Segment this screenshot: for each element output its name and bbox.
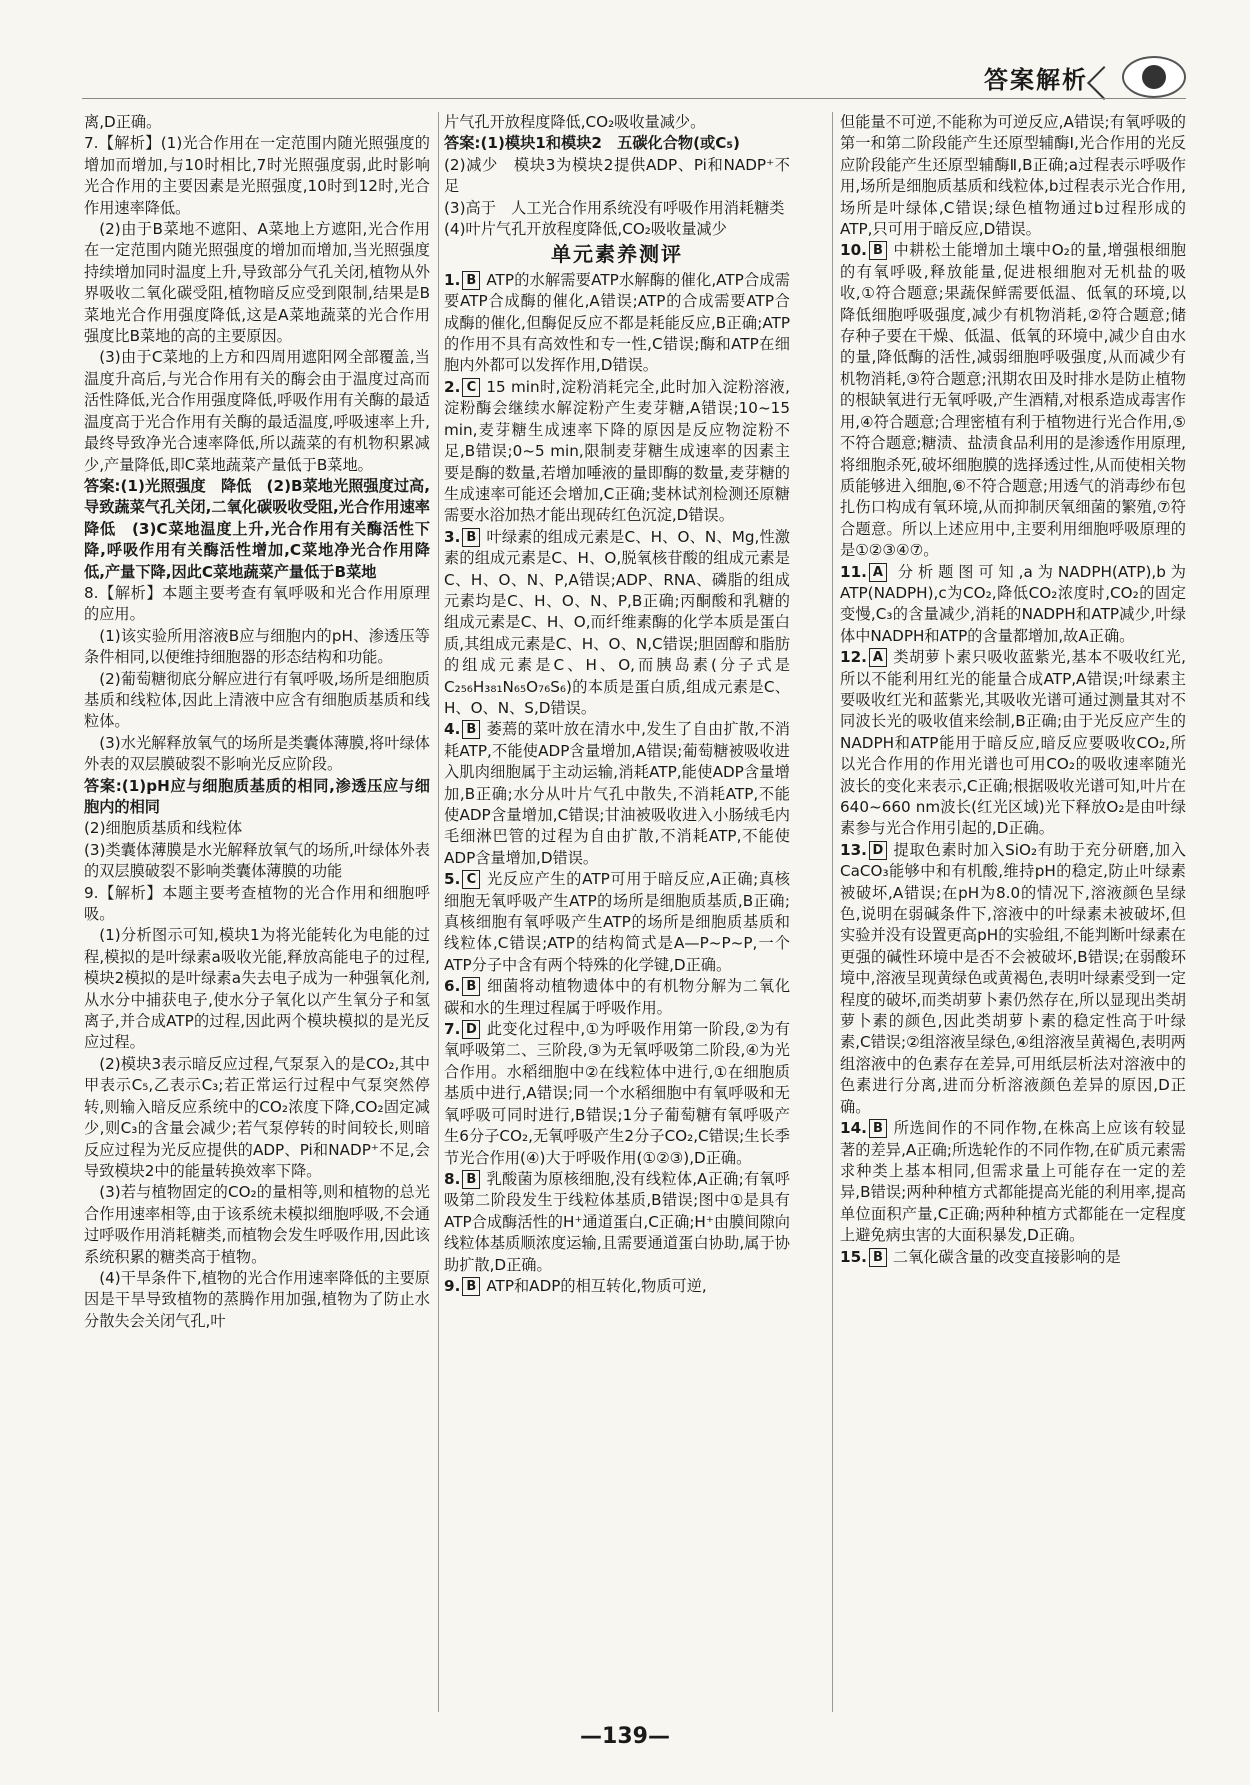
page-header [984, 52, 1186, 102]
paragraph: (4)叶片气孔开放程度降低,CO₂吸收量减少 [444, 220, 727, 239]
answer-box: C [462, 870, 480, 889]
paragraph: (4)干旱条件下,植物的光合作用速率降低的主要原因是干旱导致植物的蒸腾作用加强,植物为了防止水分散失会关闭气孔,叶 [84, 1268, 430, 1330]
answer-paragraph: 答案:(1)光照强度 降低 (2)B菜地光照强度过高,导致蔬菜气孔关闭,二氧化碳吸收受阻,光合作用速率降低 (3)C菜地温度上升,光合作用有关酶活性下降,呼吸作用有关酶活性增加,C菜地净光合作用降低,产量下降,因此C菜地蔬菜产量低于B菜地 [84, 476, 430, 581]
answer-box: A [869, 563, 887, 582]
paragraph: (2)模块3表示暗反应过程,气泵泵入的是CO₂,其中甲表示C₅,乙表示C₃;若正常运行过程中气泵突然停转,则输入暗反应系统中的CO₂浓度下降,CO₂固定减少,则C₃的含量会减少;若气泵停转的时间较长,则暗反应过程为光反应提供的ADP、Pi和NADP⁺不足,会导致模块2中的能量转换效率下降。 [84, 1054, 430, 1180]
question-item: 4. B 萎蔫的菜叶放在清水中,发生了自由扩散,不消耗ATP,不能使ADP含量增加,A错误;葡萄糖被吸收进入肌肉细胞属于主动运输,消耗ATP,能使ADP含量增加,B正确;水分从叶片气孔中散失,不消耗ATP,不能使ADP含量增加,C错误;甘油被吸收进入小肠绒毛内毛细淋巴管的过程为自由扩散,不消耗ATP,不能使ADP含量增加,D错误。 [444, 720, 790, 867]
paragraph: (3)水光解释放氧气的场所是类囊体薄膜,将叶绿体外表的双层膜破裂不影响光反应阶段。 [84, 733, 430, 774]
paragraph: (3)高于 人工光合作用系统没有呼吸作用消耗糖类 [444, 198, 785, 217]
paragraph: (3)由于C菜地的上方和四周用遮阳网全部覆盖,当温度升高后,与光合作用有关的酶会由于温度过高而活性降低,光合作用强度降低,呼吸作用有关酶的最适温度高于光合作用有关酶的最适温度,呼吸速率上升,最终导致净光合速率降低,所以蔬菜的有机物积累减少,产量降低,即C菜地蔬菜产量低于B菜地。 [84, 348, 430, 474]
chevron-left-icon [1098, 59, 1116, 95]
answer-box: B [869, 1119, 887, 1138]
answer-box: B [462, 1170, 480, 1189]
question-item: 7. D 此变化过程中,①为呼吸作用第一阶段,②为有氧呼吸第二、三阶段,③为无氧呼吸第二阶段,④为光合作用。水稻细胞中②在线粒体中进行,①在细胞质基质中进行,A错误;同一个水稻细胞中有氧呼吸和无氧呼吸可同时进行,B错误;1分子葡萄糖有氧呼吸产生6分子CO₂,无氧呼吸产生2分子CO₂,C错误;生长季节光合作用(④)大于呼吸作用(①②③),D正确。 [444, 1020, 790, 1167]
paragraph: 8.【解析】本题主要考查有氧呼吸和光合作用原理的应用。 [84, 583, 430, 624]
answer-box: B [869, 1248, 887, 1267]
question-item: 15. B 二氧化碳含量的改变直接影响的是 [840, 1247, 1121, 1266]
paragraph: (3)类囊体薄膜是水光解释放氧气的场所,叶绿体外表的双层膜破裂不影响类囊体薄膜的功能 [84, 840, 430, 881]
paragraph: 7.【解析】(1)光合作用在一定范围内随光照强度的增加而增加,与10时相比,7时光照强度弱,此时影响光合作用的主要因素是光照强度,10时到12时,光合作用速率降低。 [84, 134, 430, 217]
answer-paragraph: 答案:(1)pH应与细胞质基质的相同,渗透压应与细胞内的相同 [84, 776, 430, 816]
question-item: 11. A 分析题图可知,a为NADPH(ATP),b为ATP(NADPH),c为CO₂,降低CO₂浓度时,CO₂的固定变慢,C₃的含量减少,消耗的NADPH和ATP减少,叶绿体中NADPH和ATP的含量都增加,故A正确。 [840, 562, 1186, 645]
column-1 [84, 112, 430, 1714]
question-item: 13. D 提取色素时加入SiO₂有助于充分研磨,加入CaCO₃能够中和有机酸,维持pH的稳定,防止叶绿素被破坏,A错误;在pH为8.0的情况下,溶液颜色呈绿色,说明在弱碱条件下,溶液中的叶绿素未被破坏,但实验并没有设置更高pH的实验组,不能判断叶绿素在更强的碱性环境中是否不会被破坏,B错误;在弱酸环境中,溶液呈现黄绿色或黄褐色,表明叶绿素受到一定程度的破坏,而类胡萝卜素仍然存在,所以显现出类胡萝卜素的颜色,因此类胡萝卜素的稳定性高于叶绿素,C错误;②组溶液呈绿色,④组溶液呈黄褐色,表明两组溶液中的色素存在差异,可用纸层析法对溶液中的色素进行分离,进而分析溶液颜色差异的原因,D正确。 [840, 840, 1186, 1116]
header-title: 答案解析 [984, 65, 1088, 94]
answer-box: D [869, 841, 887, 860]
question-item: 3. B 叶绿素的组成元素是C、H、O、N、Mg,性激素的组成元素是C、H、O,脱氧核苷酸的组成元素是C、H、O、N、P,A错误;ADP、RNA、磷脂的组成元素均是C、H、O、N、P,B正确;丙酮酸和乳糖的组成元素是C、H、O,而纤维素酶的化学本质是蛋白质,其组成元素是C、H、O、N,C错误;胆固醇和脂肪的组成元素是C、H、O,而胰岛素(分子式是C₂₅₆H₃₈₁N₆₅O₇₆S₆)的本质是蛋白质,组成元素是C、H、O、N、S,D错误。 [444, 527, 790, 717]
paragraph: (2)细胞质基质和线粒体 [84, 819, 243, 838]
question-item: 6. B 细菌将动植物遗体中的有机物分解为二氧化碳和水的生理过程属于呼吸作用。 [444, 977, 790, 1017]
paragraph: 9.【解析】本题主要考查植物的光合作用和细胞呼吸。 [84, 883, 430, 924]
column-divider [438, 112, 439, 1712]
paragraph: 但能量不可逆,不能称为可逆反应,A错误;有氧呼吸的第一和第二阶段能产生还原型辅酶Ⅰ,光合作用的光反应阶段能产生还原型辅酶Ⅱ,B正确;a过程表示呼吸作用,场所是细胞质基质和线粒体,b过程表示光合作用,场所是叶绿体,C错误;绿色植物通过b过程形成的ATP,只可用于暗反应,D错误。 [840, 113, 1186, 239]
brand-logo-icon [1122, 56, 1186, 98]
column-2 [444, 112, 790, 1714]
question-item: 10. B 中耕松土能增加土壤中O₂的量,增强根细胞的有氧呼吸,释放能量,促进根细胞对无机盐的吸收,①符合题意;果蔬保鲜需要低温、低氧的环境,以降低细胞呼吸强度,减少有机物消耗,②符合题意;储存种子要在干燥、低温、低氧的环境中,减少自由水的量,降低酶的活性,减弱细胞呼吸强度,从而减少有机物消耗,③符合题意;汛期农田及时排水是防止植物的根缺氧进行无氧呼吸,产生酒精,对根系造成毒害作用,④符合题意;合理密植有利于植物进行光合作用,⑤不符合题意;糖渍、盐渍食品利用的是渗透作用原理,将细胞杀死,破坏细胞膜的选择透过性,从而使相关物质能够进入细胞,⑥不符合题意;用透气的消毒纱布包扎伤口构成有氧环境,从而抑制厌氧细菌的繁殖,⑦符合题意。所以上述应用中,主要利用细胞呼吸原理的是①②③④⑦。 [840, 241, 1186, 560]
paragraph: (1)分析图示可知,模块1为将光能转化为电能的过程,模拟的是叶绿素a吸收光能,释放高能电子的过程,模块2模拟的是叶绿素a失去电子成为一种强氧化剂,从水分中捕获电子,使水分子氧化以产生氧分子和氢离子,并合成ATP的过程,因此两个模块模拟的是光反应过程。 [84, 926, 430, 1052]
answer-box: A [869, 648, 887, 667]
question-item: 12. A 类胡萝卜素只吸收蓝紫光,基本不吸收红光,所以不能利用红光的能量合成ATP,A错误;叶绿素主要吸收红光和蓝紫光,其吸收光谱可通过测量其对不同波长光的吸收值来绘制,B正确;由于光反应产生的NADPH和ATP能用于暗反应,暗反应要吸收CO₂,所以光合作用的作用光谱也可用CO₂的吸收速率随光波长的变化来表示,C正确;根据吸收光谱可知,叶片在640~660 nm波长(红光区域)光下释放O₂是由叶绿素参与光合作用引起的,D正确。 [840, 648, 1186, 838]
column-3 [840, 112, 1186, 1714]
answer-box: D [462, 1020, 480, 1039]
answer-box: B [462, 720, 480, 739]
answer-box: B [462, 1277, 480, 1296]
answer-box: B [462, 977, 480, 996]
paragraph: (2)减少 模块3为模块2提供ADP、Pi和NADP⁺不足 [444, 155, 790, 196]
question-item: 1. B ATP的水解需要ATP水解酶的催化,ATP合成需要ATP合成酶的催化,A错误;ATP的合成需要ATP合成酶的催化,但酶促反应不都是耗能反应,B正确;ATP的作用不具有高效性和专一性,C错误;酶和ATP在细胞内外都可以发挥作用,D错误。 [444, 270, 790, 375]
column-divider [832, 112, 833, 1712]
section-title: 单元素养测评 [551, 242, 683, 267]
question-item: 5. C 光反应产生的ATP可用于暗反应,A正确;真核细胞无氧呼吸产生ATP的场所是细胞质基质,B正确;真核细胞有氧呼吸产生ATP的场所是细胞质基质和线粒体,C错误;ATP的结构简式是A—P~P~P,一个ATP分子中含有两个特殊的化学键,D正确。 [444, 870, 790, 974]
question-item: 2. C 15 min时,淀粉消耗完全,此时加入淀粉溶液,淀粉酶会继续水解淀粉产生麦芽糖,A错误;10~15 min,麦芽糖生成速率下降的原因是反应物淀粉不足,B错误;0~5 min,限制麦芽糖生成速率的因素主要是酶的数量,若增加唾液的量即酶的数量,麦芽糖的生成速率可能还会增加,C正确;斐林试剂检测还原糖需要水浴加热才能出现砖红色沉淀,D错误。 [444, 377, 790, 525]
paragraph: (2)由于B菜地不遮阳、A菜地上方遮阳,光合作用在一定范围内随光照强度的增加而增加,当光照强度持续增加同时温度上升,导致部分气孔关闭,植物从外界吸收二氧化碳受阻,植物暗反应受到限制,结果是B菜地光合作用强度降低,这是A菜地蔬菜的光合作用强度比B菜地的高的主要原因。 [84, 220, 430, 346]
paragraph: (1)该实验所用溶液B应与细胞内的pH、渗透压等条件相同,以便维持细胞器的形态结构和功能。 [84, 626, 430, 667]
header-divider [82, 98, 1186, 99]
paragraph: 片气孔开放程度降低,CO₂吸收量减少。 [444, 113, 706, 131]
answer-box: B [869, 241, 887, 260]
answer-box: B [462, 528, 480, 547]
question-item: 14. B 所选间作的不同作物,在株高上应该有较显著的差异,A正确;所选轮作的不同作物,在矿质元素需求种类上基本相同,但需求量上可能存在一定的差异,B错误;两种种植方式都能提高光能的利用率,提高单位面积产量,C正确;两种种植方式都能在一定程度上避免病虫害的大面积暴发,D正确。 [840, 1119, 1186, 1245]
paragraph: (3)若与植物固定的CO₂的量相等,则和植物的总光合作用速率相等,由于该系统未模拟细胞呼吸,不会通过呼吸作用消耗糖类,而植物会发生呼吸作用,因此该系统积累的糖类高于植物。 [84, 1183, 430, 1266]
page-number: —139— [580, 1724, 670, 1749]
answer-paragraph: 答案:(1)模块1和模块2 五碳化合物(或C₅) [444, 134, 740, 153]
paragraph: 离,D正确。 [84, 113, 162, 131]
answer-box: C [462, 378, 480, 397]
answer-box: B [462, 271, 480, 290]
paragraph: (2)葡萄糖彻底分解应进行有氧呼吸,场所是细胞质基质和线粒体,因此上清液中应含有细胞质基质和线粒体。 [84, 669, 430, 731]
question-item: 8. B 乳酸菌为原核细胞,没有线粒体,A正确;有氧呼吸第二阶段发生于线粒体基质,B错误;图中①是具有ATP合成酶活性的H⁺通道蛋白,C正确;H⁺由膜间隙向线粒体基质顺浓度运输,且需要通道蛋白协助,属于协助扩散,D正确。 [444, 1169, 790, 1274]
question-item: 9. B ATP和ADP的相互转化,物质可逆, [444, 1276, 707, 1295]
